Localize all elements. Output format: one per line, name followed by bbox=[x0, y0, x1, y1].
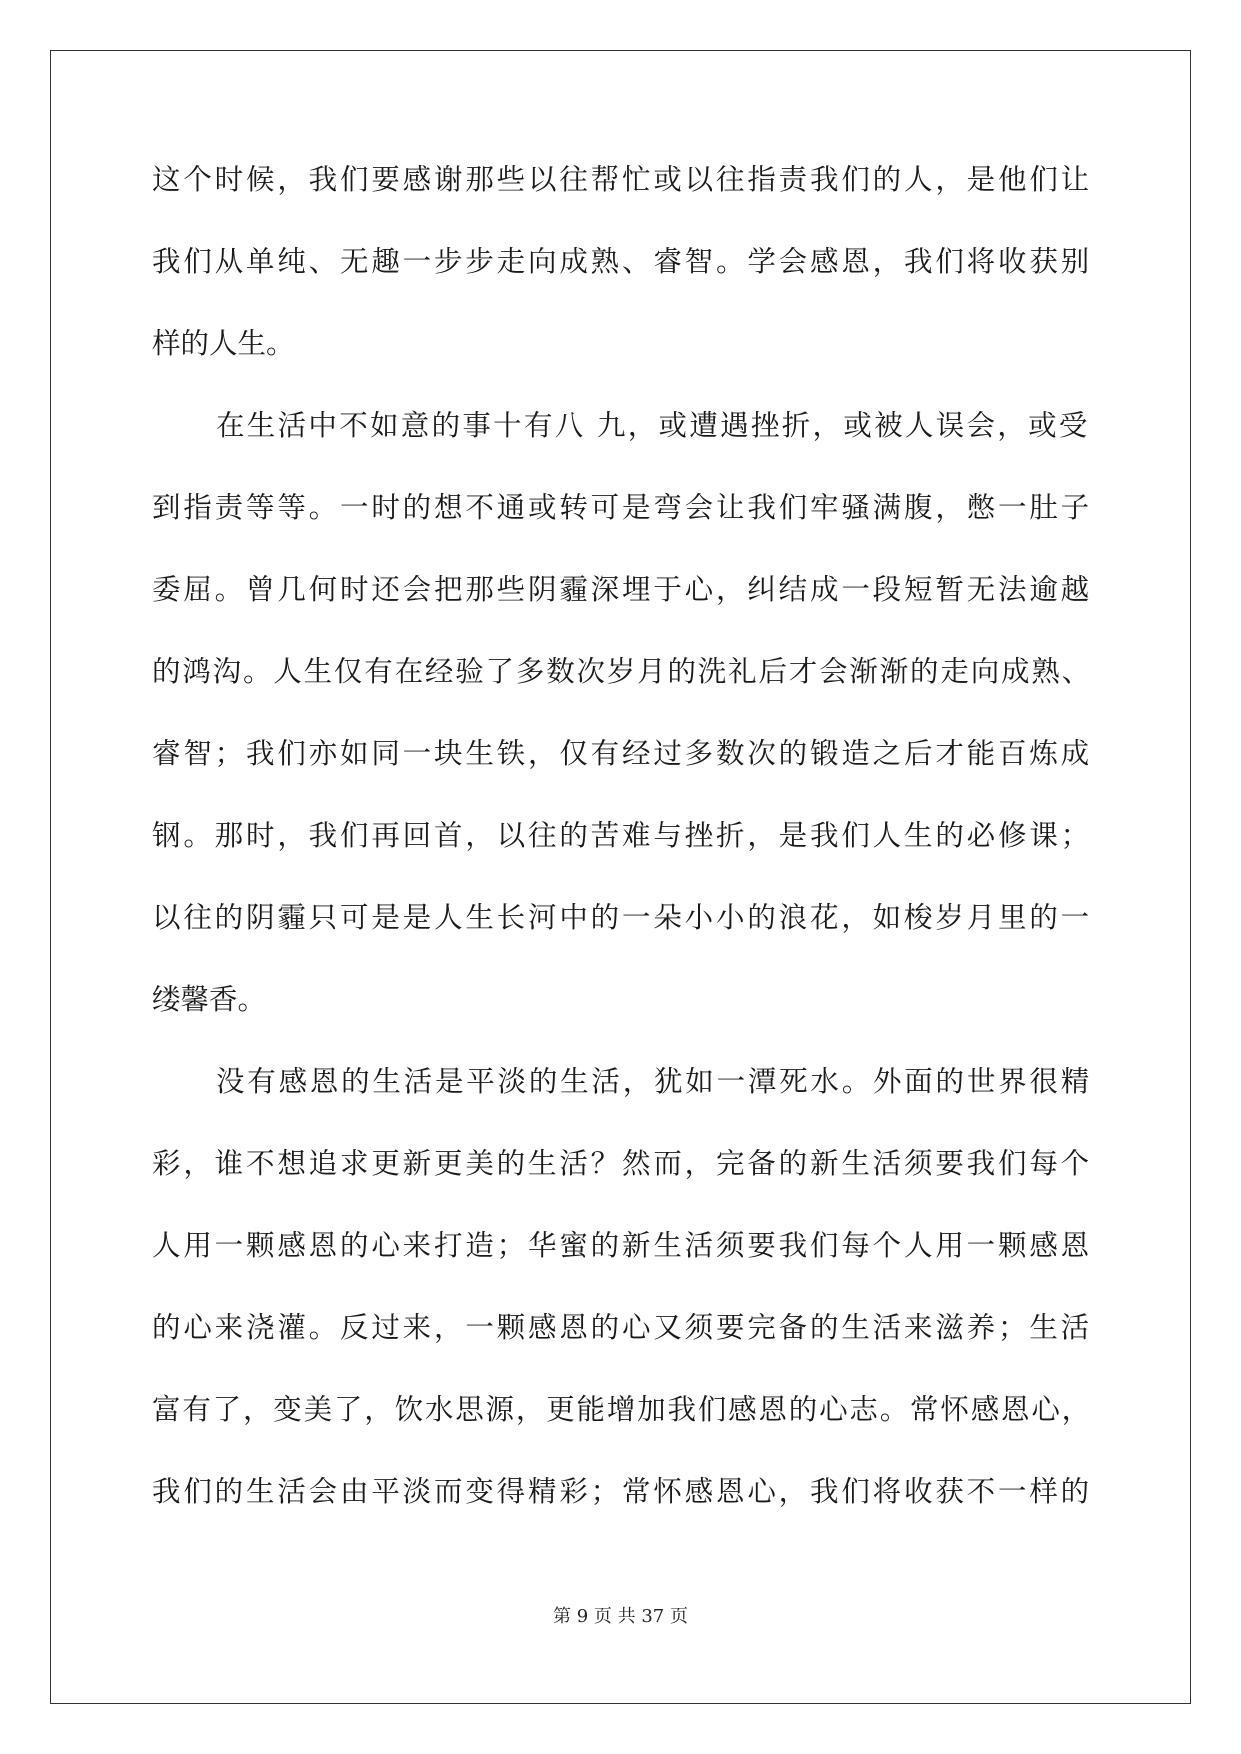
text-line: 缕馨香。 bbox=[152, 983, 267, 1016]
text-line: 人用一颗感恩的心来打造；华蜜的新生活须要我们每个人用一颗感恩 bbox=[152, 1229, 1092, 1262]
text-line: 的心来浇灌。反过来，一颗感恩的心又须要完备的生活来滋养；生活 bbox=[152, 1311, 1092, 1344]
page-number-footer: 第 9 页 共 37 页 bbox=[553, 1606, 688, 1627]
text-line: 我们从单纯、无趣一步步走向成熟、睿智。学会感恩，我们将收获别 bbox=[152, 245, 1092, 278]
text-line: 彩，谁不想追求更新更美的生活？然而，完备的新生活须要我们每个 bbox=[152, 1147, 1092, 1180]
text-line: 以往的阴霾只可是是人生长河中的一朵小小的浪花，如梭岁月里的一 bbox=[152, 901, 1092, 934]
text-line: 样的人生。 bbox=[152, 327, 295, 360]
text-line: 富有了，变美了，饮水思源，更能增加我们感恩的心志。常怀感恩心， bbox=[152, 1393, 1092, 1426]
text-line: 没有感恩的生活是平淡的生活，犹如一潭死水。外面的世界很精 bbox=[216, 1065, 1092, 1098]
text-line: 钢。那时，我们再回首，以往的苦难与挫折，是我们人生的必修课； bbox=[152, 819, 1092, 852]
body-text bbox=[152, 162, 1097, 1556]
text-line: 到指责等等。一时的想不通或转可是弯会让我们牢骚满腹，憋一肚子 bbox=[152, 491, 1092, 524]
text-line: 委屈。曾几何时还会把那些阴霾深埋于心，纠结成一段短暂无法逾越 bbox=[152, 573, 1092, 606]
text-line: 这个时候，我们要感谢那些以往帮忙或以往指责我们的人，是他们让 bbox=[152, 163, 1092, 196]
text-line: 我们的生活会由平淡而变得精彩；常怀感恩心，我们将收获不一样的 bbox=[152, 1475, 1092, 1508]
text-line: 在生活中不如意的事十有八 九，或遭遇挫折，或被人误会，或受 bbox=[216, 409, 1090, 442]
text-line: 的鸿沟。人生仅有在经验了多数次岁月的洗礼后才会渐渐的走向成熟、 bbox=[152, 655, 1092, 688]
text-line: 睿智；我们亦如同一块生铁，仅有经过多数次的锻造之后才能百炼成 bbox=[152, 737, 1092, 770]
